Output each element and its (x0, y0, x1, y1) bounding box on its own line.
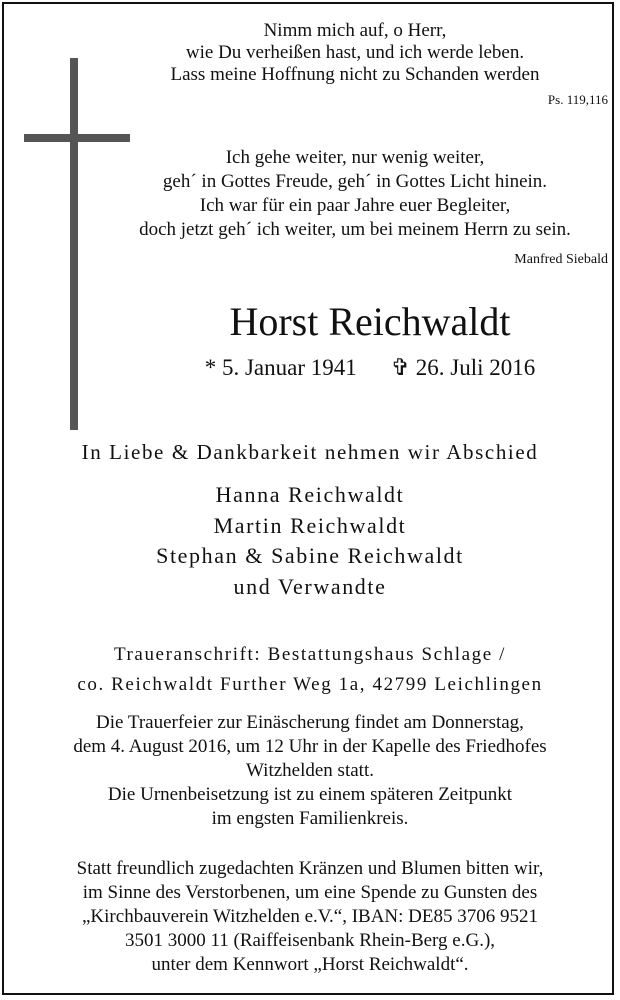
poem-verse-line: doch jetzt geh´ ich weiter, um bei meinem Herrn zu sein. (139, 219, 571, 240)
poem-author: Manfred Siebald (514, 252, 608, 267)
service-line: im engsten Familienkreis. (211, 808, 409, 829)
donation-line: unter dem Kennwort „Horst Reichwaldt“. (151, 954, 469, 975)
deceased-name: Horst Reichwaldt (229, 299, 511, 344)
birth-date: * 5. Januar 1941 (204, 355, 357, 380)
poem-verse (110, 146, 600, 242)
death-date: ✞ 26. Juli 2016 (390, 355, 536, 380)
psalm-source: Ps. 119,116 (547, 92, 608, 107)
address-line: Traueranschrift: Bestattungshaus Schlage / (113, 644, 507, 665)
psalm-verse-line: wie Du verheißen hast, und ich werde leben. (185, 42, 525, 63)
address-line: co. Reichwaldt Further Weg 1a, 42799 Leichlingen (77, 674, 543, 695)
poem-verse-line: Ich gehe weiter, nur wenig weiter, (225, 147, 485, 168)
donation-line: 3501 3000 11 (Raiffeisenbank Rhein-Berg e.G.), (124, 930, 496, 951)
psalm-verse-line: Nimm mich auf, o Herr, (263, 20, 447, 41)
cross-icon-horizontal-bar (24, 134, 130, 142)
poem-verse-line: Ich war für ein paar Jahre euer Begleiter, (199, 195, 511, 216)
mourning-address (10, 640, 610, 700)
donation-line: im Sinne des Verstorbenen, um eine Spende zu Gunsten des (82, 882, 538, 903)
psalm-verse (140, 20, 570, 86)
psalm-verse-line: Lass meine Hoffnung nicht zu Schanden werden (170, 64, 540, 85)
family-member: Hanna Reichwaldt (215, 482, 405, 507)
poem-verse-line: geh´ in Gottes Freude, geh´ in Gottes Licht hinein. (162, 171, 548, 192)
family-member: Stephan & Sabine Reichwaldt (156, 543, 464, 568)
service-info (10, 711, 610, 831)
life-dates (150, 353, 590, 383)
family-list (10, 480, 610, 602)
donation-line: „Kirchbauverein Witzhelden e.V.“, IBAN: DE85 3706 9521 (82, 906, 538, 927)
family-member: und Verwandte (233, 573, 387, 599)
donation-line: Statt freundlich zugedachten Kränzen und Blumen bitten wir, (76, 858, 544, 879)
service-line: Die Urnenbeisetzung ist zu einem späteren Zeitpunkt (107, 784, 513, 805)
family-member: Martin Reichwaldt (213, 512, 407, 538)
cross-icon-vertical-bar (70, 58, 78, 430)
service-line: dem 4. August 2016, um 12 Uhr in der Kapelle des Friedhofes (73, 736, 547, 757)
donation-request (10, 857, 610, 977)
farewell-line: In Liebe & Dankbarkeit nehmen wir Abschied (81, 440, 539, 464)
service-line: Witzhelden statt. (246, 760, 374, 781)
service-line: Die Trauerfeier zur Einäscherung findet am Donnerstag, (96, 712, 524, 733)
